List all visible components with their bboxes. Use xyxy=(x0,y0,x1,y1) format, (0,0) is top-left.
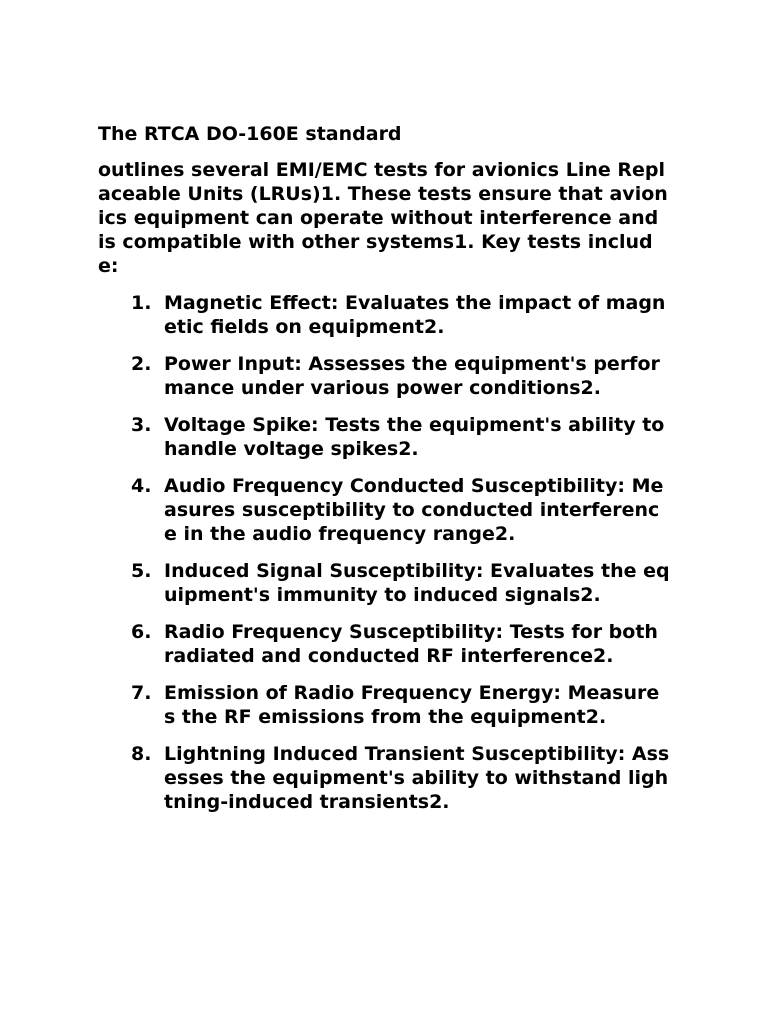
list-item xyxy=(98,352,670,400)
list-item xyxy=(98,742,670,814)
list-item xyxy=(98,620,670,668)
list-item-number: 1. xyxy=(131,292,152,314)
list-item-number: 7. xyxy=(131,682,152,704)
list-item xyxy=(98,559,670,607)
list-item-text: Magnetic Effect: Evaluates the impact of magnetic fields on equipment2. xyxy=(164,292,666,338)
list-item-text: Audio Frequency Conducted Susceptibility: Measures susceptibility to conducted interference in the audio frequency range2. xyxy=(164,475,664,545)
list-item-text: Voltage Spike: Tests the equipment's ability to handle voltage spikes2. xyxy=(164,414,665,460)
list-item-text: Emission of Radio Frequency Energy: Measures the RF emissions from the equipment2. xyxy=(164,682,660,728)
list-item-text: Radio Frequency Susceptibility: Tests for both radiated and conducted RF interference2. xyxy=(164,621,658,667)
list-item xyxy=(98,681,670,729)
list-item-number: 8. xyxy=(131,743,152,765)
list-item-text: Induced Signal Susceptibility: Evaluates the equipment's immunity to induced signals2. xyxy=(164,560,670,606)
list-item-text: Lightning Induced Transient Susceptibility: Assesses the equipment's ability to withstand lightning-induced transients2. xyxy=(164,743,670,813)
test-list xyxy=(98,291,670,814)
list-item-text: Power Input: Assesses the equipment's performance under various power conditions2. xyxy=(164,353,660,399)
document-page xyxy=(98,122,670,827)
list-item xyxy=(98,474,670,546)
list-item-number: 4. xyxy=(131,475,152,497)
list-item xyxy=(98,291,670,339)
list-item-number: 6. xyxy=(131,621,152,643)
document-title: The RTCA DO-160E standard xyxy=(98,123,402,145)
list-item xyxy=(98,413,670,461)
list-item-number: 3. xyxy=(131,414,152,436)
intro-paragraph: outlines several EMI/EMC tests for avionics Line Replaceable Units (LRUs)1. These tests ensure that avionics equipment can operate without interference and is compatible with other systems1. Key tests include: xyxy=(98,159,668,277)
list-item-number: 2. xyxy=(131,353,152,375)
list-item-number: 5. xyxy=(131,560,152,582)
